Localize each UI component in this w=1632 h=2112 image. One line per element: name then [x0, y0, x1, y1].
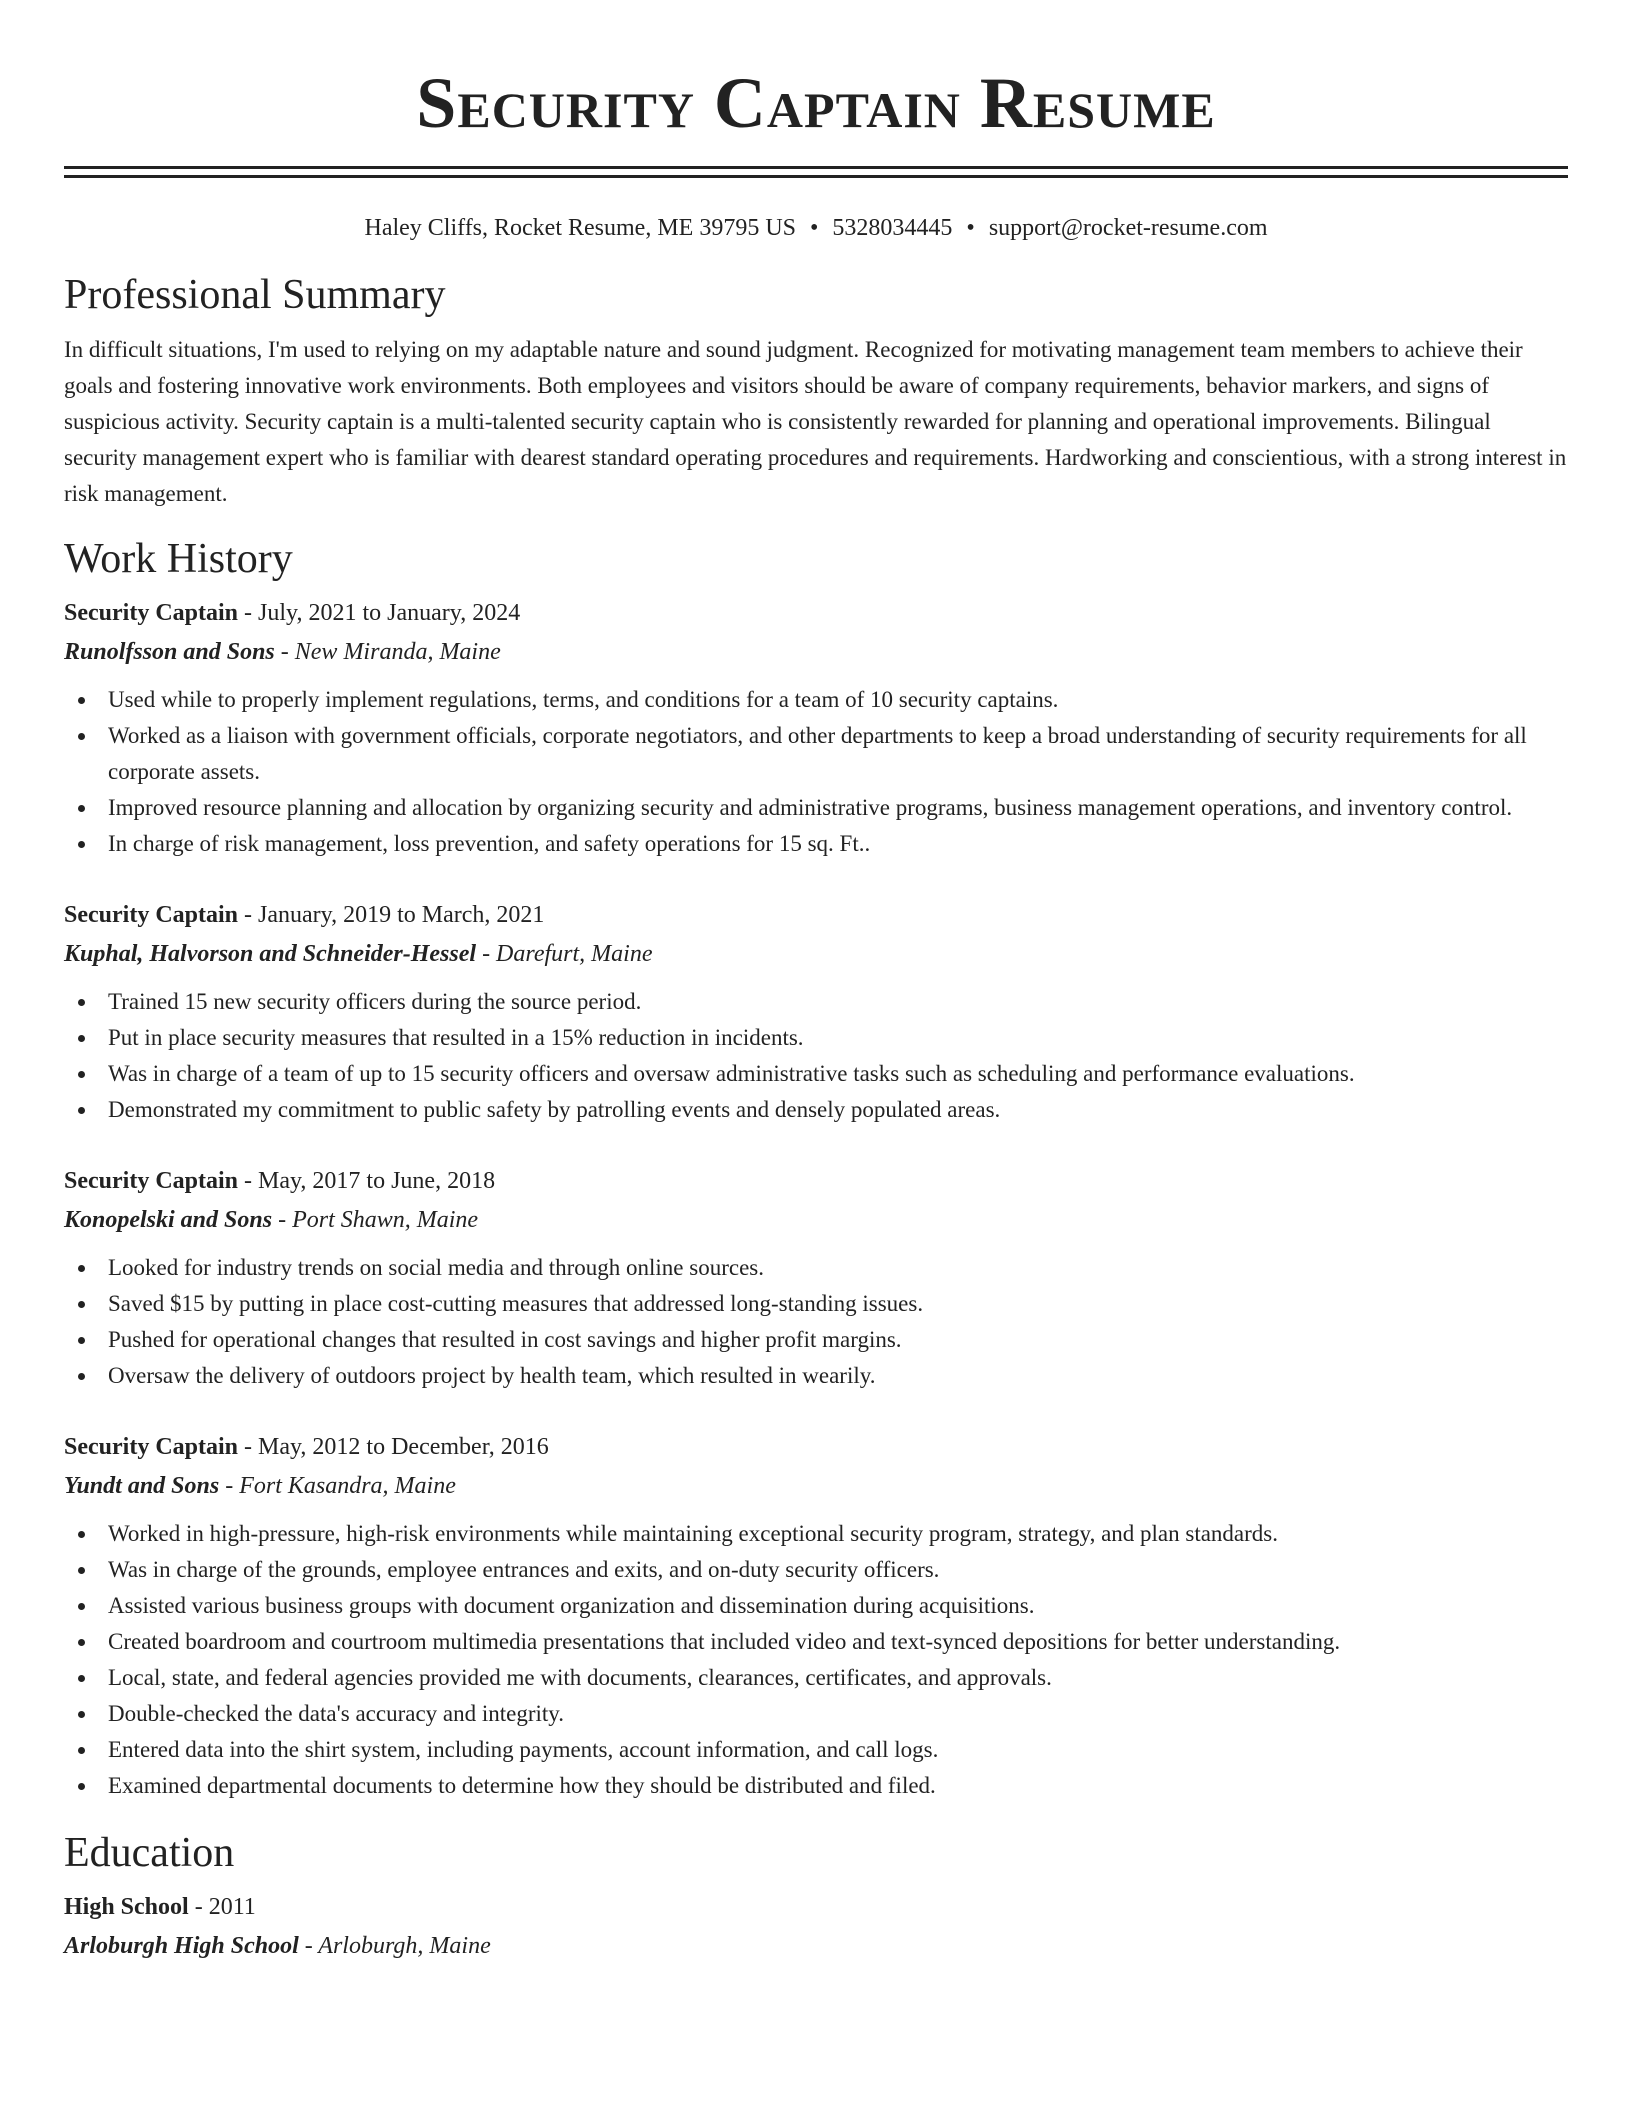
education-school: Arloburgh High School	[64, 1933, 299, 1959]
job-title: Security Captain	[64, 902, 238, 928]
job-company-line	[64, 1466, 1568, 1506]
work-history-section	[64, 534, 1568, 1804]
education-school-line	[64, 1926, 1568, 1966]
job-company: Yundt and Sons	[64, 1473, 220, 1499]
job-title-line	[64, 1428, 1568, 1466]
list-item: Put in place security measures that resulted in a 15% reduction in incidents.	[108, 1020, 1568, 1056]
list-item: Pushed for operational changes that resulted in cost savings and higher profit margins.	[108, 1322, 1568, 1358]
list-item: Worked in high-pressure, high-risk environments while maintaining exceptional security program, strategy, and plan standards.	[108, 1516, 1568, 1552]
list-item: Local, state, and federal agencies provided me with documents, clearances, certificates, and approvals.	[108, 1660, 1568, 1696]
education-location: - Arloburgh, Maine	[298, 1933, 491, 1959]
job-company: Kuphal, Halvorson and Schneider-Hessel	[64, 941, 477, 967]
job-entry	[64, 896, 1568, 1128]
summary-text: In difficult situations, I'm used to relying on my adaptable nature and sound judgment. Recognized for motivating management team members to achieve their goals and fostering innovative work environments. Both employees and visitors should be aware of company requirements, behavior markers, and signs of suspicious activity. Security captain is a multi-talented security captain who is consistently rewarded for planning and operational improvements. Bilingual security management expert who is familiar with dearest standard operating procedures and requirements. Hardworking and conscientious, with a strong interest in risk management.	[64, 337, 1567, 506]
contact-address: Haley Cliffs, Rocket Resume, ME 39795 US	[364, 215, 797, 241]
contact-separator: •	[966, 215, 975, 241]
job-title: Security Captain	[64, 600, 238, 626]
professional-summary-section	[64, 270, 1568, 512]
job-title: Security Captain	[64, 1434, 238, 1460]
list-item: Saved $15 by putting in place cost-cutting measures that addressed long-standing issues.	[108, 1286, 1568, 1322]
education-section	[64, 1828, 1568, 1966]
job-dates: - May, 2012 to December, 2016	[238, 1434, 549, 1460]
list-item: Worked as a liaison with government officials, corporate negotiators, and other departments to keep a broad understanding of security requirements for all corporate assets.	[108, 718, 1568, 790]
job-bullets	[64, 984, 1568, 1128]
job-company-line	[64, 632, 1568, 672]
job-location: - Fort Kasandra, Maine	[219, 1473, 456, 1499]
job-entry	[64, 1428, 1568, 1804]
list-item: Created boardroom and courtroom multimedia presentations that included video and text-synced depositions for better understanding.	[108, 1624, 1568, 1660]
title-rule-bottom	[64, 175, 1568, 178]
education-year: - 2011	[188, 1894, 256, 1920]
list-item: Improved resource planning and allocation by organizing security and administrative programs, business management operations, and inventory control.	[108, 790, 1568, 826]
job-entry	[64, 1162, 1568, 1394]
work-history-heading: Work History	[64, 536, 293, 582]
list-item: Used while to properly implement regulations, terms, and conditions for a team of 10 security captains.	[108, 682, 1568, 718]
job-title-line	[64, 896, 1568, 934]
list-item: Entered data into the shirt system, including payments, account information, and call logs.	[108, 1732, 1568, 1768]
job-location: - Darefurt, Maine	[476, 941, 653, 967]
list-item: Looked for industry trends on social media and through online sources.	[108, 1250, 1568, 1286]
list-item: Assisted various business groups with document organization and dissemination during acquisitions.	[108, 1588, 1568, 1624]
list-item: In charge of risk management, loss prevention, and safety operations for 15 sq. Ft..	[108, 826, 1568, 862]
list-item: Demonstrated my commitment to public safety by patrolling events and densely populated areas.	[108, 1092, 1568, 1128]
job-bullets	[64, 1516, 1568, 1804]
list-item: Oversaw the delivery of outdoors project by health team, which resulted in wearily.	[108, 1358, 1568, 1394]
job-dates: - July, 2021 to January, 2024	[238, 600, 521, 626]
job-dates: - May, 2017 to June, 2018	[238, 1168, 496, 1194]
job-company: Konopelski and Sons	[64, 1207, 273, 1233]
job-location: - Port Shawn, Maine	[272, 1207, 479, 1233]
job-title: Security Captain	[64, 1168, 238, 1194]
list-item: Was in charge of a team of up to 15 security officers and oversaw administrative tasks such as scheduling and performance evaluations.	[108, 1056, 1568, 1092]
job-location: - New Miranda, Maine	[274, 639, 501, 665]
job-company: Runolfsson and Sons	[64, 639, 275, 665]
contact-phone: 5328034445	[832, 215, 953, 241]
job-company-line	[64, 934, 1568, 974]
summary-heading: Professional Summary	[64, 272, 446, 318]
job-company-line	[64, 1200, 1568, 1240]
job-title-line	[64, 594, 1568, 632]
resume-page	[64, 0, 1568, 1966]
education-heading: Education	[64, 1830, 235, 1876]
contact-line	[64, 212, 1568, 244]
job-entry	[64, 594, 1568, 862]
list-item: Trained 15 new security officers during the source period.	[108, 984, 1568, 1020]
list-item: Was in charge of the grounds, employee entrances and exits, and on-duty security officers.	[108, 1552, 1568, 1588]
education-degree: High School	[64, 1894, 189, 1920]
job-dates: - January, 2019 to March, 2021	[238, 902, 545, 928]
title-rule-top	[64, 166, 1568, 169]
job-bullets	[64, 682, 1568, 862]
education-degree-line	[64, 1888, 1568, 1926]
job-title-line	[64, 1162, 1568, 1200]
list-item: Double-checked the data's accuracy and integrity.	[108, 1696, 1568, 1732]
contact-separator: •	[810, 215, 819, 241]
contact-email: support@rocket-resume.com	[988, 215, 1268, 241]
education-entry	[64, 1888, 1568, 1966]
job-bullets	[64, 1250, 1568, 1394]
resume-title: Security Captain Resume	[416, 63, 1216, 143]
list-item: Examined departmental documents to determine how they should be distributed and filed.	[108, 1768, 1568, 1804]
